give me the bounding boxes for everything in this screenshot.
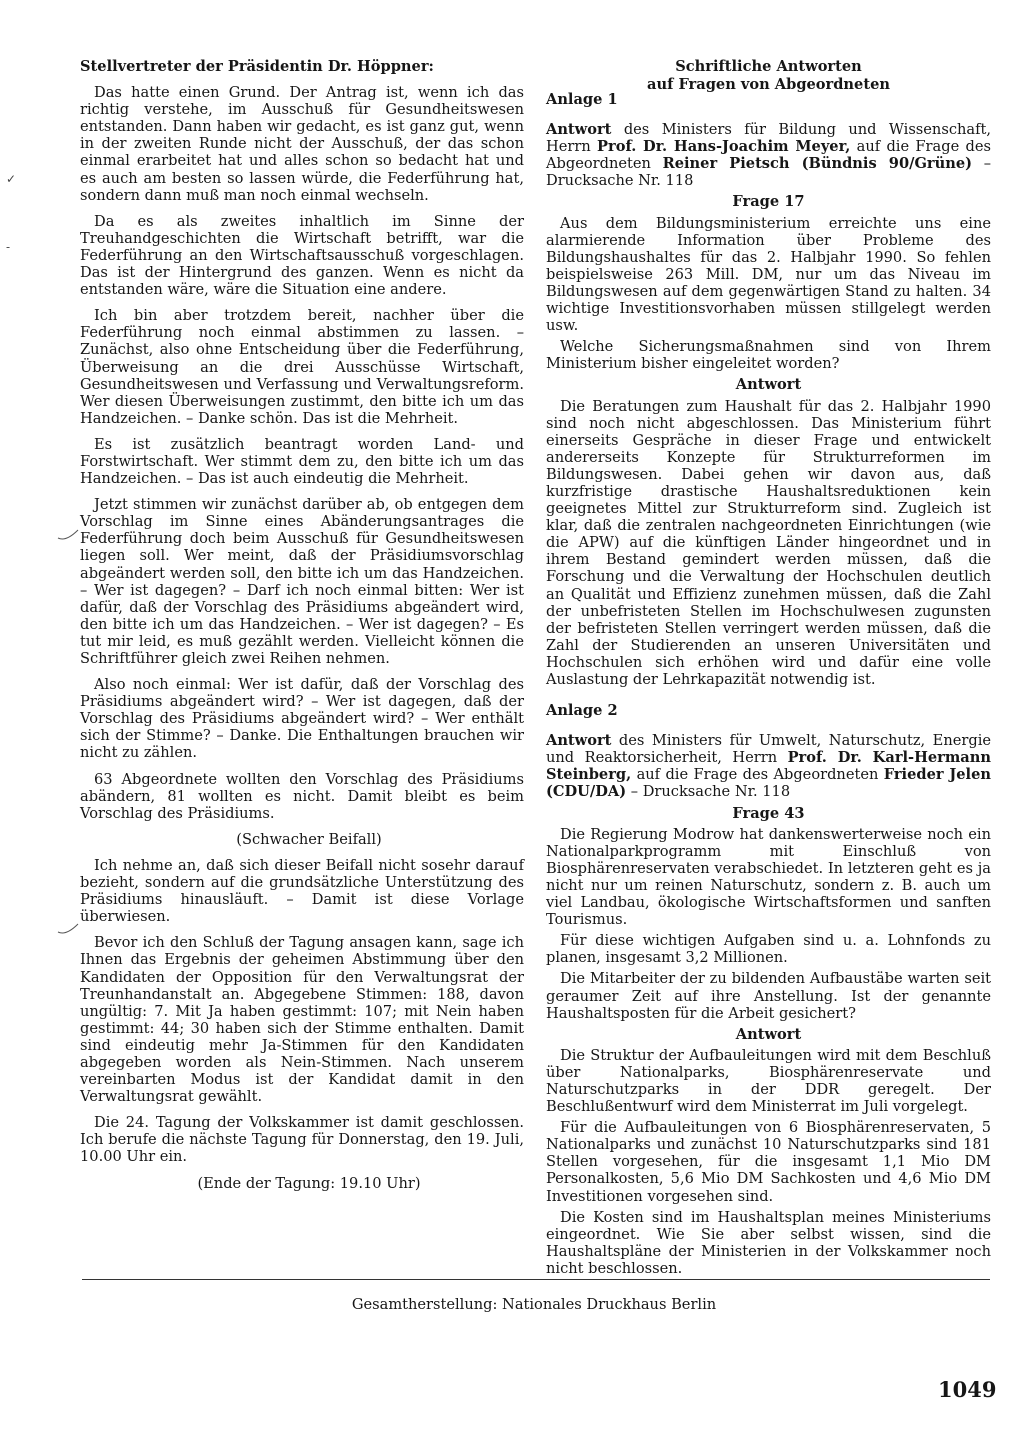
page-number: 1049: [938, 1377, 997, 1402]
antwort-heading: Antwort: [735, 1025, 802, 1043]
anlage-2-heading: Anlage 2: [546, 702, 618, 720]
paragraph: Ich nehme an, daß sich dieser Beifall nicht sosehr darauf bezieht, sondern auf die grundsätzliche Unterstützung des Präsidiums hinausläuft. – Damit ist diese Vorlage überwiesen.: [80, 856, 524, 926]
paragraph: Für die Aufbauleitungen von 6 Biosphärenreservaten, 5 Nationalparks und zunächst 10 Naturschutzparks sind 181 Stellen vorgesehen, für die insgesamt 1,1 Mio DM Personalkosten, 5,6 Mio DM Sachkosten und 4,6 Mio DM Investitionen vorgesehen sind.: [546, 1119, 991, 1205]
paragraph: Die Kosten sind im Haushaltsplan meines Ministeriums eingeordnet. Wie Sie aber selbst wissen, sind die Haushaltspläne der Ministerien in der Volkskammer noch nicht beschlossen.: [546, 1208, 991, 1277]
paragraph: Die 24. Tagung der Volkskammer ist damit geschlossen. Ich berufe die nächste Tagung für Donnerstag, den 19. Juli, 10.00 Uhr ein.: [80, 1114, 524, 1166]
paragraph: Die Mitarbeiter der zu bildenden Aufbaustäbe warten seit geraumer Zeit auf ihre Anstellung. Ist der genannte Haushaltsposten für die Arbeit gesichert?: [546, 970, 991, 1022]
paragraph: Das hatte einen Grund. Der Antrag ist, wenn ich das richtig verstehe, im Ausschuß für Gesundheitswesen entstanden. Dann haben wir gedacht, es ist ganz gut, wenn in der zweiten Runde nicht der Ausschuß, der das schon einmal erarbeitet hat und alles schon so bedacht hat und es auch am besten so lassen würde, die Federführung hat, sondern dann muß man noch einmal wechseln.: [80, 84, 524, 204]
frage-43-heading: Frage 43: [732, 804, 805, 822]
paragraph: Jetzt stimmen wir zunächst darüber ab, ob entgegen dem Vorschlag im Sinne eines Abänderungsantrages die Federführung doch beim Ausschuß für Gesundheitswesen liegen soll. Wer meint, daß der Präsidiumsvorschlag abgeändert werden soll, den bitte ich um das Handzeichen. – Wer ist dagegen? – Darf ich noch einmal bitten: Wer ist dafür, daß der Vorschlag des Präsidiums abgeändert wird, den bitte ich um das Handzeichen. – Wer ist dagegen? – Es tut mir leid, es muß gezählt werden. Vielleicht können die Schriftführer gleich zwei Reihen nehmen.: [80, 496, 524, 667]
paragraph: Also noch einmal: Wer ist dafür, daß der Vorschlag des Präsidiums abgeändert wird? – Wer ist dagegen, daß der Vorschlag des Präsidiums abgeändert wird? – Wer enthält sich der Stimme? – Danke. Die Enthaltungen brauchen wir nicht zu zählen.: [80, 676, 524, 762]
session-end-note: (Ende der Tagung: 19.10 Uhr): [197, 1174, 421, 1192]
speaker-heading: Stellvertreter der Präsidentin Dr. Höppner:: [80, 58, 434, 75]
right-column: [546, 58, 991, 1281]
paragraph: Die Beratungen zum Haushalt für das 2. Halbjahr 1990 sind noch nicht abgeschlossen. Das Ministerium führt einerseits Gespräche in dieser Frage und entwickelt andererseits Konzepte für Strukturreformen im Bildungswesen. Dabei gehen wir davon aus, daß kurzfristige drastische Haushaltsreduktionen kein geeignetes Mittel zur Strukturreform sind. Zugleich ist klar, daß die zentralen nachgeordneten Einrichtungen (wie die APW) auf die künftigen Länder hingeordnet und in ihrem Bestand gemindert werden müssen, daß die Forschung und die Verwaltung der Hochschulen deutlich an Qualität und Effizienz zunehmen müssen, daß die Zahl der unbefristeten Stellen im Hochschulwesen zugunsten der befristeten Stellen verringert werden müssen, daß die Zahl der Studierenden an unseren Universitäten und Hochschulen sich erhöhen wird und dafür eine volle Auslastung der Lehrkapazität notwendig ist.: [546, 397, 991, 688]
frage-17-heading: Frage 17: [732, 193, 805, 211]
margin-bracket-mark: [56, 922, 80, 936]
paragraph: Da es als zweites inhaltlich im Sinne der Treuhandgeschichten die Wirtschaft betrifft, war die Federführung an den Wirtschaftsausschuß vorgeschlagen. Das ist der Hintergrund des ganzen. Wenn es nicht da entstanden wäre, wäre die Situation eine andere.: [80, 212, 524, 299]
answer-intro-2: Antwort des Ministers für Umwelt, Naturschutz, Energie und Reaktorsicherheit, Herrn Prof. Dr. Karl-Hermann Steinberg, auf die Frage des Abgeordneten Frieder Jelen (CDU/DA) – Drucksache Nr. 118: [546, 732, 991, 801]
margin-mark: ✓: [6, 172, 17, 186]
applause-note: (Schwacher Beifall): [236, 830, 382, 848]
paragraph: Welche Sicherungsmaßnahmen sind von Ihrem Ministerium bisher eingeleitet worden?: [546, 338, 991, 373]
paragraph: 63 Abgeordnete wollten den Vorschlag des Präsidiums abändern, 81 wollten es nicht. Damit bleibt es beim Vorschlag des Präsidiums.: [80, 770, 524, 822]
margin-bracket-mark: [56, 528, 80, 542]
paragraph: Für diese wichtigen Aufgaben sind u. a. Lohnfonds zu planen, insgesamt 3,2 Millionen.: [546, 932, 991, 967]
paragraph: Die Struktur der Aufbauleitungen wird mit dem Beschluß über Nationalparks, Biosphärenreservate und Naturschutzparks in der DDR geregelt. Der Beschlußentwurf wird dem Ministerrat im Juli vorgelegt.: [546, 1046, 991, 1116]
answer-intro-1: Antwort des Ministers für Bildung und Wissenschaft, Herrn Prof. Dr. Hans-Joachim Meyer, auf die Frage des Abgeordneten Reiner Pietsch (Bündnis 90/Grüne) – Drucksache Nr. 118: [546, 121, 991, 190]
paragraph: Aus dem Bildungsministerium erreichte uns eine alarmierende Information über Probleme des Bildungshaushaltes für das 2. Halbjahr 1990. So fehlen beispielsweise 263 Mill. DM, nur um das Niveau im Bildungswesen auf dem gegenwärtigen Stand zu halten. 34 wichtige Investitionsvorhaben müssen stillgelegt werden usw.: [546, 214, 991, 335]
anlage-1-heading: Anlage 1: [546, 91, 618, 108]
margin-mark: -: [6, 240, 11, 254]
left-column: [80, 58, 524, 1201]
antwort-heading: Antwort: [735, 376, 802, 394]
footer-divider: [82, 1279, 990, 1280]
section-title-line2: auf Fragen von Abgeordneten: [647, 76, 890, 93]
paragraph: Es ist zusätzlich beantragt worden Land- und Forstwirtschaft. Wer stimmt dem zu, den bitte ich um das Handzeichen. – Das ist auch eindeutig die Mehrheit.: [80, 435, 524, 488]
section-title-line1: Schriftliche Antworten: [675, 58, 862, 75]
printer-credit: Gesamtherstellung: Nationales Druckhaus Berlin: [351, 1296, 717, 1313]
paragraph: Bevor ich den Schluß der Tagung ansagen kann, sage ich Ihnen das Ergebnis der geheimen Abstimmung über den Kandidaten der Opposition für den Verwaltungsrat der Treunhandanstalt an. Abgegebene Stimmen: 188, davon ungültig: 7. Mit Ja haben gestimmt: 107; mit Nein haben gestimmt: 44; 30 haben sich der Stimme enthalten. Damit sind eindeutig mehr Ja-Stimmen für den Kandidaten abgegeben worden als Nein-Stimmen. Nach unserem vereinbarten Modus ist der Kandidat damit in den Verwaltungsrat gewählt.: [80, 934, 524, 1106]
paragraph: Ich bin aber trotzdem bereit, nachher über die Federführung noch einmal abstimmen zu lassen. – Zunächst, also ohne Entscheidung über die Federführung, Überweisung an die drei Ausschüsse Wirtschaft, Gesundheitswesen und Verfassung und Verwaltungsreform. Wer diesen Überweisungen zustimmt, den bitte ich um das Handzeichen. – Danke schön. Das ist die Mehrheit.: [80, 307, 524, 427]
paragraph: Die Regierung Modrow hat dankenswerterweise noch ein Nationalparkprogramm mit Einschluß von Biosphärenreservaten verabschiedet. In letzteren geht es ja nicht nur um reinen Naturschutz, sondern z. B. auch um viel Landbau, ökologische Wirtschaftsformen und sanften Tourismus.: [546, 825, 991, 929]
